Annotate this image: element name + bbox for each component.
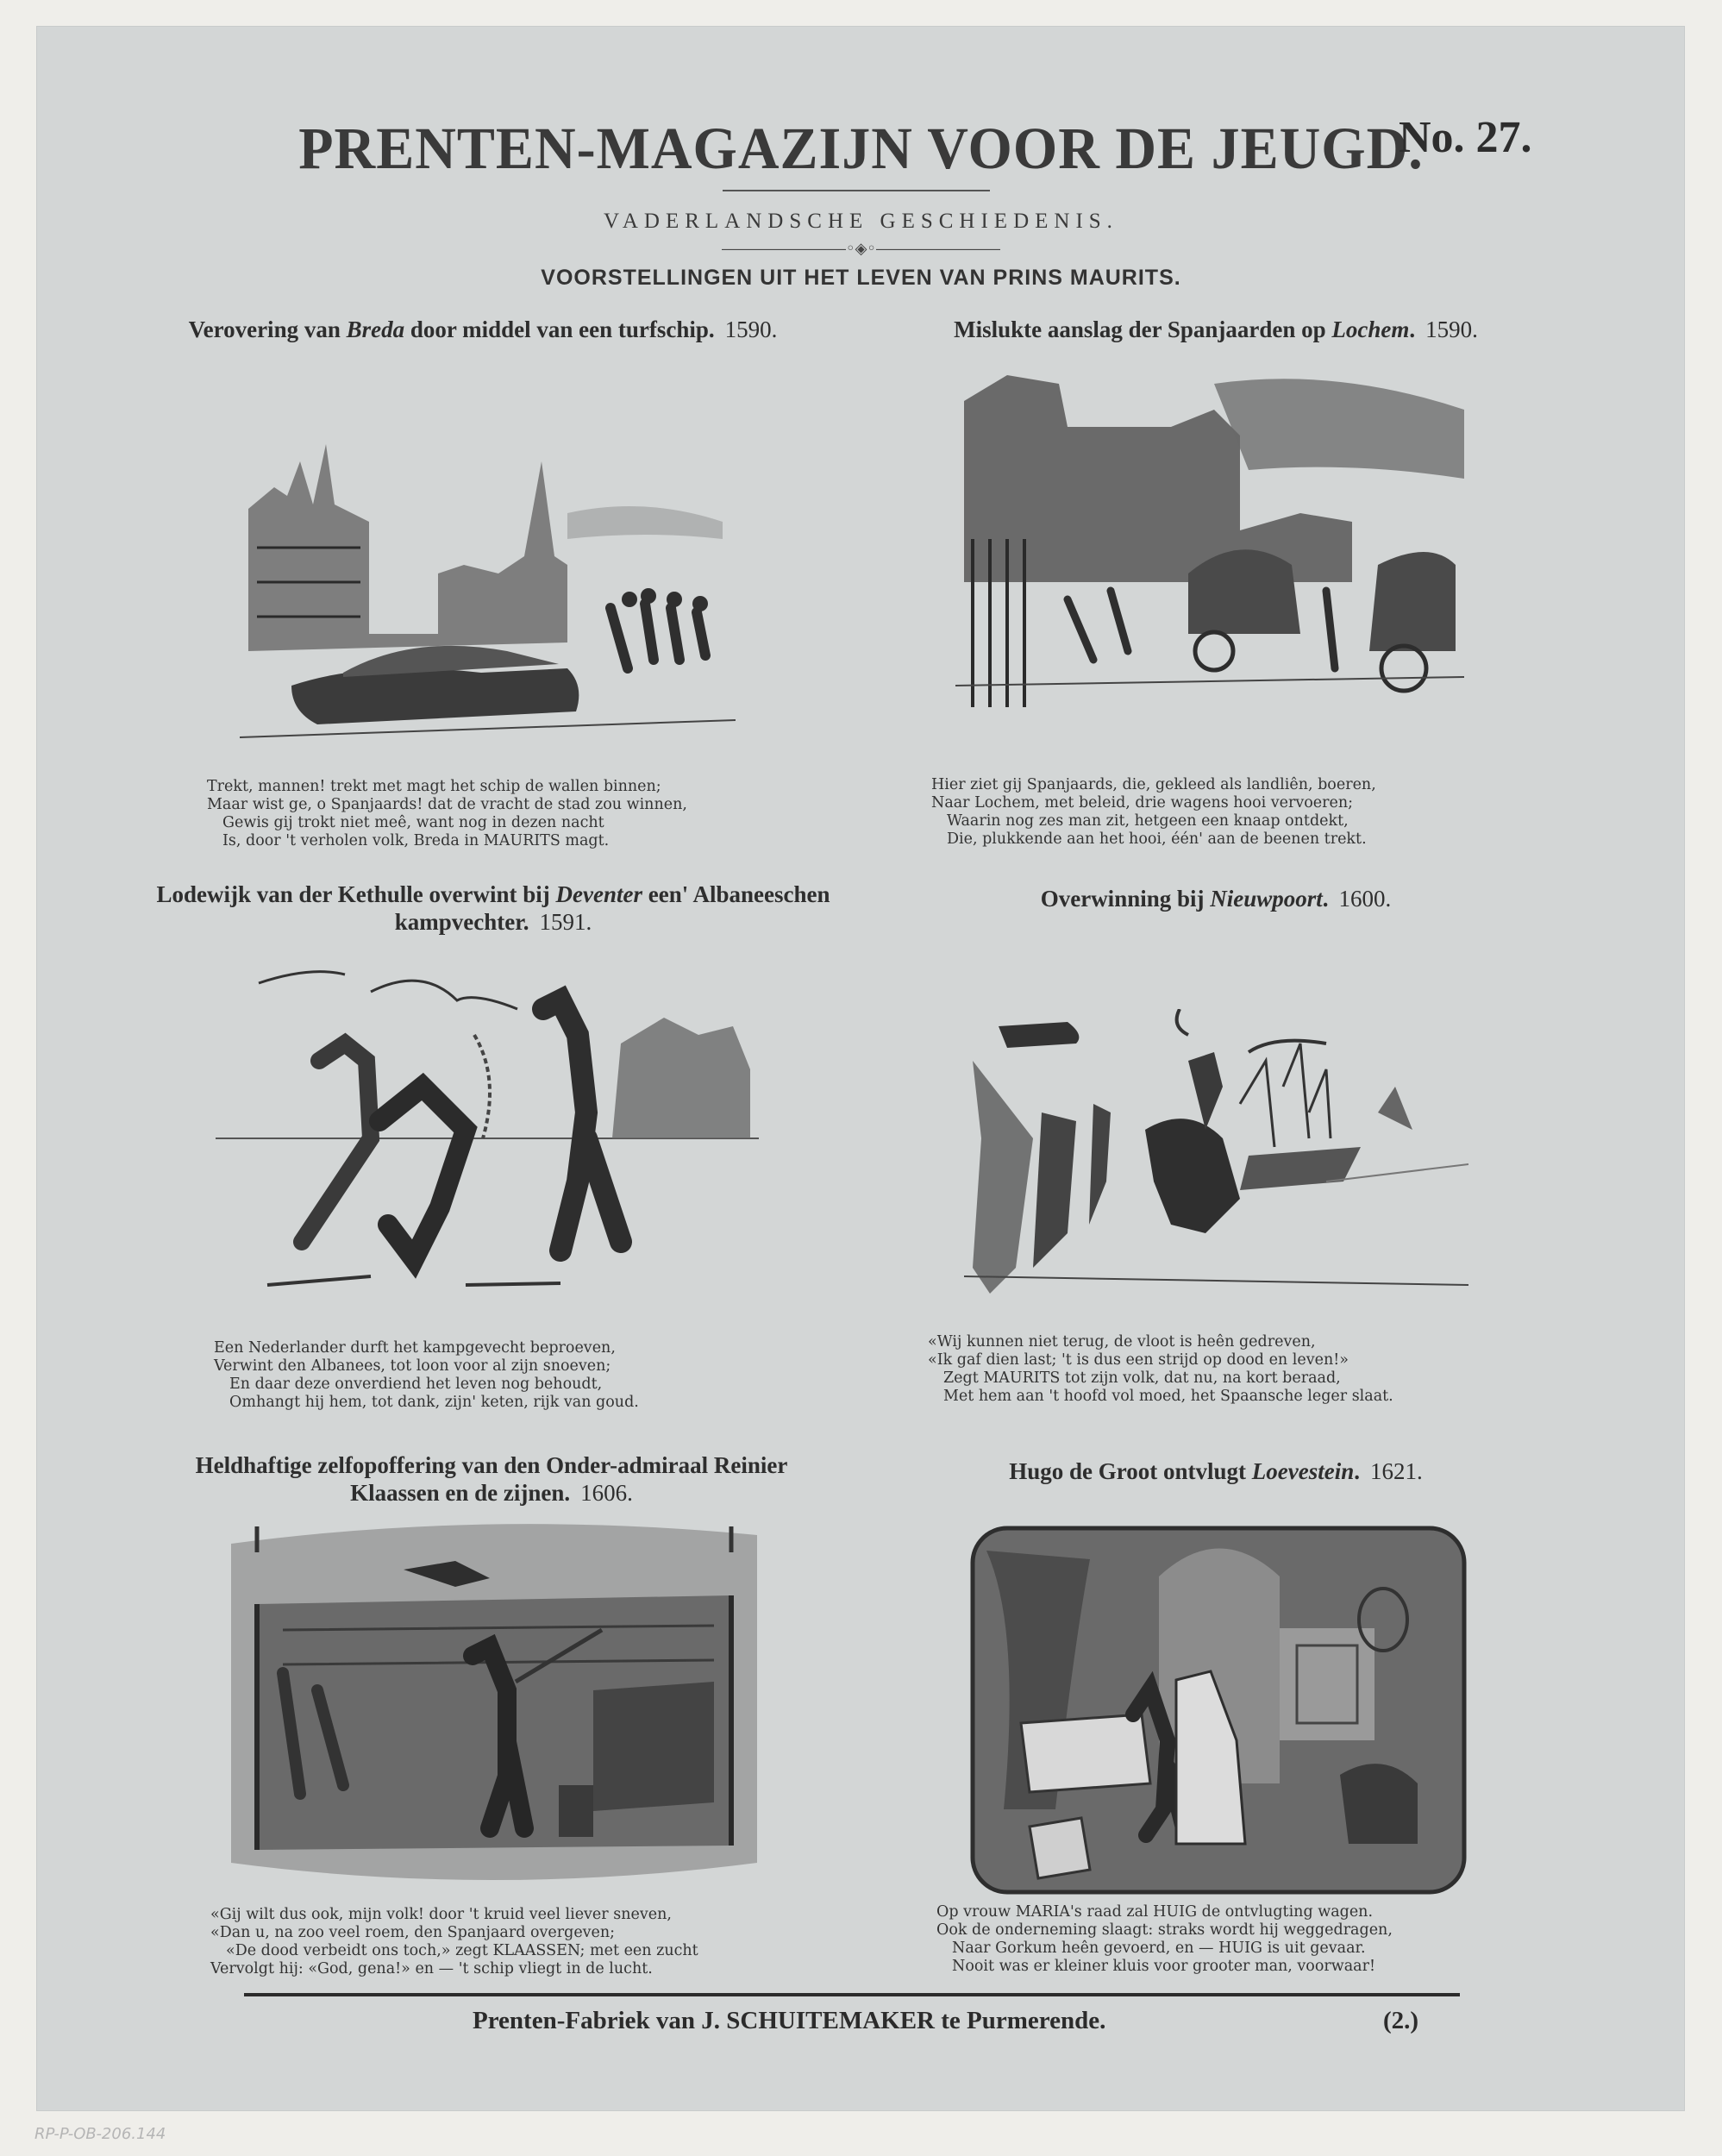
print-heading: Verovering van Breda door middel van een turfschip. 1590. xyxy=(188,317,778,342)
print-verse: Op vrouw MARIA's raad zal HUIG de ontvlugting wagen. Ook de onderneming slaagt: straks wordt hij weggedragen, Naar Gorkum heên gevoerd, en — HUIG is uit gevaar. Nooit was er kleiner kluis voor grooter man, voorwaar! xyxy=(936,1903,1393,1975)
hay-wagon-illustration xyxy=(955,375,1464,711)
subtitle: VADERLANDSCHE GESCHIEDENIS. xyxy=(604,210,1118,233)
series-title: VOORSTELLINGEN UIT HET LEVEN VAN PRINS MAURITS. xyxy=(541,266,1181,290)
publisher-imprint: Prenten-Fabriek van J. SCHUITEMAKER te Purmerende. xyxy=(473,2007,1106,2034)
print-verse: Trekt, mannen! trekt met magt het schip de wallen binnen; Maar wist ge, o Spanjaards! dat de vracht de stad zou winnen, Gewis gij trokt niet meê, want nog in dezen nacht Is, door 't verholen volk, Breda in MAURITS magt. xyxy=(207,778,687,849)
page-title: PRENTEN-MAGAZIJN VOOR DE JEUGD. xyxy=(298,116,1424,182)
print-heading: Mislukte aanslag der Spanjaarden op Lochem. 1590. xyxy=(954,317,1478,342)
title-rule xyxy=(723,190,990,191)
battle-illustration xyxy=(964,1009,1468,1307)
print-verse: Een Nederlander durft het kampgevecht beproeven, Verwint den Albanees, tot loon voor al zijn snoeven; En daar deze onverdiend het leven nog behoudt, Omhangt hij hem, tot dank, zijn' keten, rijk van goud. xyxy=(214,1339,639,1411)
print-heading: Lodewijk van der Kethulle overwint bij Deventer een' Albaneeschen kampvechter. 1591. xyxy=(156,881,830,935)
book-chest-illustration xyxy=(969,1525,1468,1896)
duel-illustration xyxy=(216,966,759,1302)
print-heading: Hugo de Groot ontvlugt Loevestein. 1621. xyxy=(1009,1458,1423,1484)
print-heading: Overwinning bij Nieuwpoort. 1600. xyxy=(1040,886,1392,912)
turf-boat-illustration xyxy=(240,427,736,759)
page-number: (2.) xyxy=(1383,2007,1419,2034)
print-verse: «Wij kunnen niet terug, de vloot is heên gedreven, «Ik gaf dien last; 't is dus een strijd op dood en leven!» Zegt MAURITS tot zijn volk, dat nu, na kort beraad, Met hem aan 't hoofd vol moed, het Spaansche leger slaat. xyxy=(928,1333,1393,1405)
ornament-divider: ――――――――◦◈◦―――――――― xyxy=(721,240,1001,258)
footer-rule xyxy=(244,1993,1460,1996)
inventory-number: RP-P-OB-206.144 xyxy=(34,2125,166,2143)
ship-explosion-illustration xyxy=(231,1518,757,1893)
print-heading: Heldhaftige zelfopoffering van den Onder-admiraal Reinier Klaassen en de zijnen. 1606. xyxy=(195,1452,788,1506)
issue-number: No. 27. xyxy=(1399,113,1532,162)
print-verse: Hier ziet gij Spanjaards, die, gekleed als landliên, boeren, Naar Lochem, met beleid, drie wagens hooi vervoeren; Waarin nog zes man zit, hetgeen een knaap ontdekt, Die, plukkende aan het hooi, één' aan de beenen trekt. xyxy=(931,776,1376,848)
print-verse: «Gij wilt dus ook, mijn volk! door 't kruid veel liever sneven, «Dan u, na zoo veel roem, den Spanjaard overgeven; «De dood verbeidt ons toch,» zegt KLAASSEN; met een zucht Vervolgt hij: «God, gena!» en — 't schip vliegt in de lucht. xyxy=(210,1906,698,1977)
